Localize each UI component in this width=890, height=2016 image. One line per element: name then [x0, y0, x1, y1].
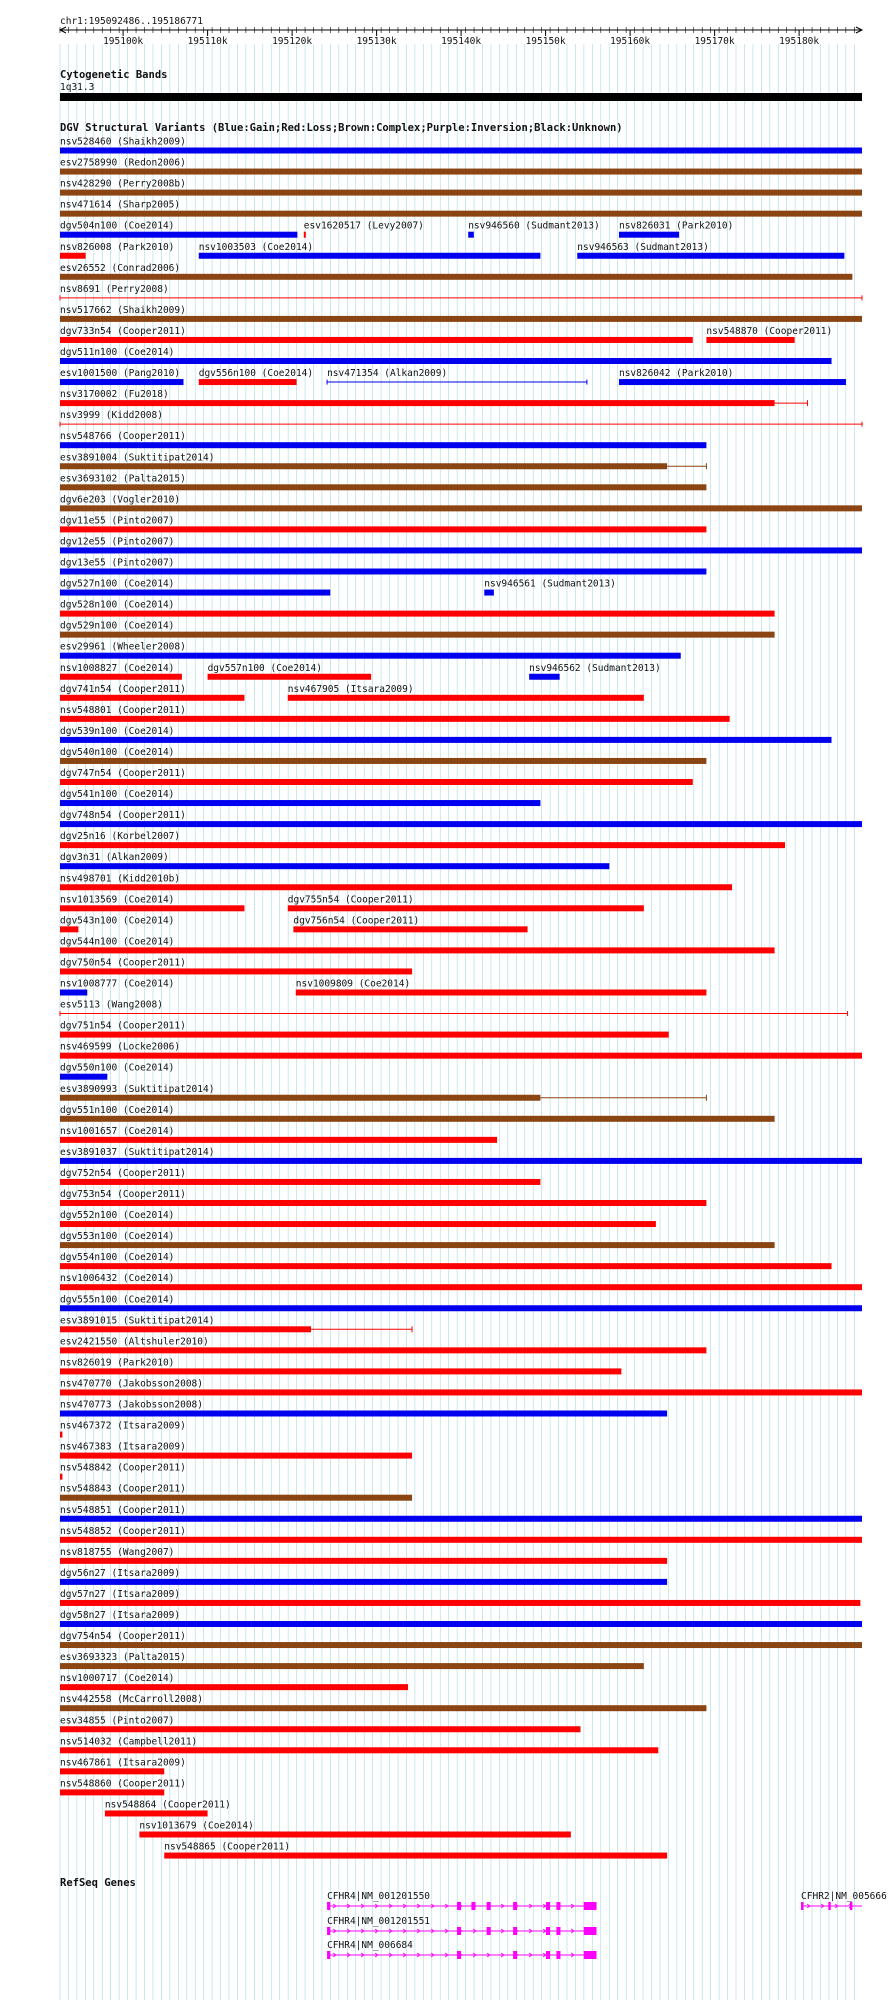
- variant-bar[interactable]: [60, 1179, 540, 1185]
- variant-label: esv1001500 (Pang2010): [60, 368, 181, 380]
- variant-bar[interactable]: [60, 442, 706, 448]
- variant-label: dgv540n100 (Coe2014): [60, 746, 175, 758]
- variant-bar[interactable]: [60, 632, 775, 638]
- variant-bar[interactable]: [468, 232, 474, 238]
- variant-bar[interactable]: [60, 905, 244, 911]
- variant-bar[interactable]: [60, 400, 775, 406]
- variant-bar[interactable]: [60, 547, 862, 553]
- gene-exon[interactable]: [471, 1902, 475, 1910]
- gene-exon[interactable]: [556, 1951, 560, 1959]
- gene-label: CFHR2|NM_005666: [801, 1891, 887, 1902]
- variant-bar[interactable]: [60, 1537, 862, 1543]
- variant-label: nsv442558 (McCarroll2008): [60, 1694, 203, 1706]
- variant-label: nsv3170002 (Fu2018): [60, 389, 169, 401]
- variant-bar[interactable]: [60, 1474, 62, 1480]
- variant-label: nsv467383 (Itsara2009): [60, 1441, 186, 1453]
- variant-bar[interactable]: [60, 316, 862, 322]
- variant-label: nsv1000717 (Coe2014): [60, 1673, 175, 1685]
- gene-exon[interactable]: [584, 1902, 597, 1910]
- variant-bar[interactable]: [60, 1579, 667, 1585]
- variant-label: dgv504n100 (Coe2014): [60, 220, 175, 232]
- variant-bar[interactable]: [60, 758, 706, 764]
- variant-bar[interactable]: [60, 990, 87, 996]
- gene-label: CFHR4|NM_006684: [327, 1940, 413, 1951]
- variant-bar[interactable]: [619, 379, 846, 385]
- variant-label: dgv58n27 (Itsara2009): [60, 1610, 181, 1621]
- variant-bar[interactable]: [60, 1558, 667, 1564]
- variant-bar[interactable]: [60, 1789, 164, 1795]
- variant-bar[interactable]: [60, 611, 775, 617]
- refseq-track: [327, 1891, 887, 1959]
- variant-label: esv3890993 (Suktitipat2014): [60, 1083, 215, 1095]
- variant-bar[interactable]: [208, 674, 372, 680]
- variant-bar[interactable]: [296, 990, 707, 996]
- variant-label: nsv826031 (Park2010): [618, 220, 734, 232]
- gene-exon[interactable]: [850, 1902, 852, 1910]
- variant-label: nsv469599 (Locke2006): [60, 1041, 181, 1053]
- variant-label: nsv1006432 (Coe2014): [60, 1273, 175, 1285]
- variant-bar[interactable]: [105, 1810, 208, 1816]
- variant-bar[interactable]: [60, 1768, 164, 1774]
- variant-bar[interactable]: [60, 716, 730, 722]
- variant-bar[interactable]: [60, 1263, 832, 1269]
- variant-bar[interactable]: [60, 821, 862, 827]
- variant-bar[interactable]: [60, 148, 862, 154]
- variant-bar[interactable]: [60, 1032, 669, 1038]
- variant-label: dgv550n100 (Coe2014): [60, 1062, 175, 1074]
- variant-label: dgv748n54 (Cooper2011): [60, 810, 186, 822]
- variant-label: nsv826019 (Park2010): [60, 1357, 175, 1369]
- variant-label: esv26552 (Conrad2006): [60, 262, 181, 274]
- variant-label: esv1620517 (Levy2007): [303, 220, 424, 232]
- variant-label: nsv548860 (Cooper2011): [60, 1778, 186, 1790]
- variant-label: dgv755n54 (Cooper2011): [287, 894, 414, 906]
- variant-bar[interactable]: [60, 1642, 862, 1648]
- cytoband-label: 1q31.3: [60, 82, 95, 93]
- ruler-tick-label: 195140k: [441, 36, 482, 47]
- variant-bar[interactable]: [60, 947, 775, 953]
- gene-exon[interactable]: [556, 1902, 560, 1910]
- variant-label: esv3693102 (Palta2015): [60, 473, 186, 485]
- variant-bar[interactable]: [60, 1200, 706, 1206]
- variant-bar[interactable]: [139, 1832, 570, 1838]
- variant-bar[interactable]: [60, 1684, 408, 1690]
- gene-exon[interactable]: [487, 1902, 491, 1910]
- gene-exon[interactable]: [801, 1902, 803, 1910]
- variant-label: nsv548843 (Cooper2011): [60, 1483, 186, 1495]
- gene-exon[interactable]: [584, 1927, 597, 1935]
- variant-label: nsv517662 (Shaikh2009): [60, 304, 186, 316]
- variant-label: nsv818755 (Wang2007): [60, 1546, 175, 1558]
- variant-bar[interactable]: [60, 863, 609, 869]
- variant-bar[interactable]: [60, 800, 540, 806]
- variant-label: esv2758990 (Redon2006): [60, 157, 186, 169]
- variant-bar[interactable]: [60, 779, 693, 785]
- variant-bar[interactable]: [199, 379, 297, 385]
- dgv-track-title: DGV Structural Variants (Blue:Gain;Red:Loss;Brown:Complex;Purple:Inversion;Black:Unknown): [60, 122, 623, 134]
- variant-label: nsv514032 (Campbell2011): [60, 1736, 198, 1748]
- variant-bar[interactable]: [60, 1284, 862, 1290]
- variant-bar[interactable]: [164, 1853, 667, 1859]
- ruler-tick-label: 195100k: [103, 36, 144, 47]
- variant-label: esv29961 (Wheeler2008): [60, 641, 186, 653]
- variant-bar[interactable]: [60, 463, 667, 469]
- variant-bar[interactable]: [60, 1726, 580, 1732]
- variant-label: nsv8691 (Perry2008): [60, 283, 169, 295]
- variant-bar[interactable]: [60, 1621, 862, 1627]
- variant-label: dgv13e55 (Pinto2007): [60, 557, 175, 569]
- variant-label: nsv548852 (Cooper2011): [60, 1525, 186, 1537]
- variant-bar[interactable]: [60, 337, 693, 343]
- variant-bar[interactable]: [60, 1516, 862, 1522]
- variant-bar[interactable]: [60, 653, 681, 659]
- gene-exon[interactable]: [584, 1951, 597, 1959]
- gene-exon[interactable]: [457, 1927, 461, 1935]
- variant-bar[interactable]: [60, 1074, 107, 1080]
- gene-label: CFHR4|NM_001201551: [327, 1916, 431, 1927]
- variant-label: nsv1013569 (Coe2014): [60, 894, 175, 906]
- variant-bar[interactable]: [60, 1368, 621, 1374]
- variant-label: nsv946563 (Sudmant2013): [577, 241, 709, 253]
- variant-bar[interactable]: [60, 1705, 706, 1711]
- variant-label: nsv467861 (Itsara2009): [60, 1757, 186, 1769]
- variant-bar[interactable]: [60, 274, 852, 280]
- variant-label: esv3891015 (Suktitipat2014): [60, 1315, 215, 1327]
- gene-exon[interactable]: [327, 1927, 330, 1935]
- variant-label: nsv3999 (Kidd2008): [60, 410, 163, 422]
- ruler-tick-label: 195180k: [779, 36, 820, 47]
- variant-label: dgv555n100 (Coe2014): [60, 1294, 175, 1306]
- variant-bar[interactable]: [60, 1432, 62, 1438]
- variant-label: dgv528n100 (Coe2014): [60, 599, 175, 611]
- variant-bar[interactable]: [60, 1389, 862, 1395]
- variant-label: dgv539n100 (Coe2014): [60, 725, 175, 737]
- variant-label: dgv753n54 (Cooper2011): [60, 1189, 186, 1200]
- variant-label: dgv741n54 (Cooper2011): [60, 683, 186, 695]
- variant-label: dgv754n54 (Cooper2011): [60, 1631, 186, 1643]
- refseq-track-title: RefSeq Genes: [60, 1877, 136, 1889]
- gene-exon[interactable]: [457, 1902, 461, 1910]
- variant-label: dgv544n100 (Coe2014): [60, 936, 175, 948]
- variant-label: dgv12e55 (Pinto2007): [60, 536, 175, 548]
- gene-exon[interactable]: [546, 1951, 550, 1959]
- variant-label: nsv548801 (Cooper2011): [60, 704, 186, 716]
- variant-label: nsv467372 (Itsara2009): [60, 1420, 186, 1432]
- variant-label: esv3891037 (Suktitipat2014): [60, 1146, 215, 1158]
- variant-bar[interactable]: [484, 590, 494, 596]
- cytoband-track-title: Cytogenetic Bands: [60, 69, 168, 81]
- variant-label: nsv498701 (Kidd2010b): [60, 873, 181, 885]
- variant-bar[interactable]: [293, 926, 527, 932]
- gene-exon[interactable]: [513, 1951, 517, 1959]
- variant-label: nsv467905 (Itsara2009): [287, 683, 414, 695]
- variant-bar[interactable]: [60, 674, 182, 680]
- variant-label: nsv470773 (Jakobsson2008): [60, 1399, 203, 1411]
- region-label: chr1:195092486..195186771: [60, 16, 203, 27]
- variant-bar[interactable]: [60, 569, 706, 575]
- variant-label: esv3891004 (Suktitipat2014): [60, 452, 215, 464]
- variant-label: dgv556n100 (Coe2014): [198, 368, 314, 380]
- variant-label: nsv1001657 (Coe2014): [60, 1125, 175, 1137]
- variant-label: nsv1003503 (Coe2014): [198, 241, 314, 253]
- gene-exon[interactable]: [457, 1951, 461, 1959]
- variant-label: dgv57n27 (Itsara2009): [60, 1588, 181, 1600]
- variant-bar[interactable]: [619, 232, 679, 238]
- variant-bar[interactable]: [60, 1116, 775, 1122]
- variant-label: nsv548870 (Cooper2011): [706, 325, 833, 337]
- variant-label: nsv528460 (Shaikh2009): [60, 136, 186, 148]
- gene-exon[interactable]: [513, 1927, 517, 1935]
- variant-bar[interactable]: [60, 1095, 540, 1101]
- variant-label: dgv3n31 (Alkan2009): [60, 852, 169, 864]
- ruler-tick-label: 195130k: [356, 36, 397, 47]
- variant-label: nsv826008 (Park2010): [60, 241, 175, 253]
- variant-label: dgv752n54 (Cooper2011): [60, 1167, 186, 1179]
- variant-label: dgv541n100 (Coe2014): [60, 789, 175, 801]
- variant-label: nsv826042 (Park2010): [618, 368, 734, 380]
- variant-label: dgv511n100 (Coe2014): [60, 347, 175, 358]
- variant-bar[interactable]: [60, 379, 184, 385]
- ruler-tick-label: 195150k: [525, 36, 566, 47]
- variant-label: nsv471354 (Alkan2009): [327, 368, 448, 380]
- variant-label: dgv750n54 (Cooper2011): [60, 957, 186, 969]
- cytoband-bar[interactable]: [60, 93, 862, 101]
- variant-bar[interactable]: [60, 1600, 860, 1606]
- ruler-tick-label: 195120k: [272, 36, 313, 47]
- variant-bar[interactable]: [60, 232, 297, 238]
- gene-exon[interactable]: [546, 1902, 550, 1910]
- variant-bar[interactable]: [60, 1242, 775, 1248]
- variant-bar[interactable]: [60, 358, 832, 364]
- variant-bar[interactable]: [60, 1453, 412, 1459]
- variant-bar[interactable]: [288, 905, 644, 911]
- variant-bar[interactable]: [288, 695, 644, 701]
- variant-bar[interactable]: [60, 190, 862, 196]
- variant-bar[interactable]: [199, 253, 541, 259]
- variant-label: dgv529n100 (Coe2014): [60, 620, 175, 632]
- variant-label: nsv946560 (Sudmant2013): [468, 220, 600, 232]
- variant-label: dgv554n100 (Coe2014): [60, 1252, 175, 1264]
- variant-label: dgv553n100 (Coe2014): [60, 1231, 175, 1243]
- variant-label: nsv946561 (Sudmant2013): [484, 578, 616, 590]
- variant-bar[interactable]: [60, 253, 86, 259]
- variant-label: dgv527n100 (Coe2014): [60, 578, 175, 590]
- variant-label: dgv557n100 (Coe2014): [207, 662, 322, 674]
- variant-bar[interactable]: [60, 1053, 862, 1059]
- variant-label: nsv470770 (Jakobsson2008): [60, 1378, 203, 1390]
- variant-label: esv3693323 (Palta2015): [60, 1652, 186, 1664]
- variant-bar[interactable]: [60, 1495, 412, 1501]
- variant-bar[interactable]: [60, 590, 330, 596]
- gene-label: CFHR4|NM_001201550: [327, 1891, 431, 1902]
- variant-bar[interactable]: [60, 1305, 862, 1311]
- variant-bar[interactable]: [60, 1663, 644, 1669]
- variant-label: nsv946562 (Sudmant2013): [529, 662, 661, 674]
- variant-label: dgv6e203 (Vogler2010): [60, 494, 181, 506]
- gene-exon[interactable]: [327, 1951, 330, 1959]
- gene-exon[interactable]: [546, 1927, 550, 1935]
- variant-label: nsv471614 (Sharp2005): [60, 199, 181, 211]
- variant-bar[interactable]: [60, 1158, 862, 1164]
- variant-label: dgv11e55 (Pinto2007): [60, 515, 175, 527]
- gene-exon[interactable]: [828, 1902, 830, 1910]
- coordinate-ruler[interactable]: [60, 27, 862, 47]
- gene-exon[interactable]: [327, 1902, 330, 1910]
- variant-label: dgv551n100 (Coe2014): [60, 1104, 175, 1116]
- variant-label: nsv548851 (Cooper2011): [60, 1504, 186, 1516]
- variant-bar[interactable]: [60, 884, 732, 890]
- variant-bar[interactable]: [60, 526, 706, 532]
- variant-label: dgv733n54 (Cooper2011): [60, 325, 186, 337]
- variant-label: nsv548864 (Cooper2011): [104, 1799, 231, 1811]
- variant-label: nsv1008827 (Coe2014): [60, 662, 175, 674]
- variant-label: nsv1013679 (Coe2014): [139, 1820, 254, 1832]
- variant-label: dgv552n100 (Coe2014): [60, 1210, 175, 1222]
- variant-bar[interactable]: [577, 253, 844, 259]
- variant-bar[interactable]: [60, 211, 862, 217]
- variant-bar[interactable]: [60, 926, 78, 932]
- variant-bar[interactable]: [529, 674, 559, 680]
- variant-bar[interactable]: [60, 505, 862, 511]
- variant-bar[interactable]: [304, 232, 306, 238]
- variant-label: dgv756n54 (Cooper2011): [293, 915, 420, 927]
- variant-label: esv2421550 (Altshuler2010): [60, 1336, 209, 1348]
- variant-label: nsv548766 (Cooper2011): [60, 431, 186, 443]
- variant-bar[interactable]: [60, 842, 785, 848]
- variant-bar[interactable]: [60, 1326, 311, 1332]
- gene-exon[interactable]: [487, 1927, 491, 1935]
- variant-bar[interactable]: [60, 968, 412, 974]
- variant-label: dgv543n100 (Coe2014): [60, 915, 175, 927]
- ruler-tick-label: 195160k: [610, 36, 651, 47]
- variant-bar[interactable]: [60, 1221, 656, 1227]
- variant-label: dgv751n54 (Cooper2011): [60, 1020, 186, 1032]
- variant-bar[interactable]: [60, 484, 706, 490]
- variant-bar[interactable]: [706, 337, 794, 343]
- variant-label: dgv25n16 (Korbel2007): [60, 831, 181, 843]
- ruler-tick-label: 195170k: [694, 36, 735, 47]
- variant-bar[interactable]: [60, 1347, 706, 1353]
- variant-bar[interactable]: [60, 737, 832, 743]
- variant-label: nsv548865 (Cooper2011): [164, 1841, 291, 1853]
- gene-exon[interactable]: [513, 1902, 517, 1910]
- variant-bar[interactable]: [60, 1137, 497, 1143]
- variant-bar[interactable]: [60, 695, 244, 701]
- variant-bar[interactable]: [60, 1411, 667, 1417]
- variant-bar[interactable]: [60, 169, 862, 175]
- variant-bar[interactable]: [60, 1747, 658, 1753]
- variant-label: nsv428290 (Perry2008b): [60, 178, 186, 190]
- gene-exon[interactable]: [556, 1927, 560, 1935]
- dgv-track: [60, 137, 862, 1859]
- ruler-tick-label: 195110k: [187, 36, 228, 47]
- variant-label: dgv747n54 (Cooper2011): [60, 768, 186, 779]
- variant-label: esv5113 (Wang2008): [60, 999, 163, 1011]
- variant-label: nsv1009809 (Coe2014): [295, 978, 411, 990]
- variant-label: nsv1008777 (Coe2014): [60, 978, 175, 990]
- variant-label: dgv56n27 (Itsara2009): [60, 1567, 181, 1579]
- variant-label: esv34855 (Pinto2007): [60, 1715, 175, 1727]
- variant-label: nsv548842 (Cooper2011): [60, 1462, 186, 1474]
